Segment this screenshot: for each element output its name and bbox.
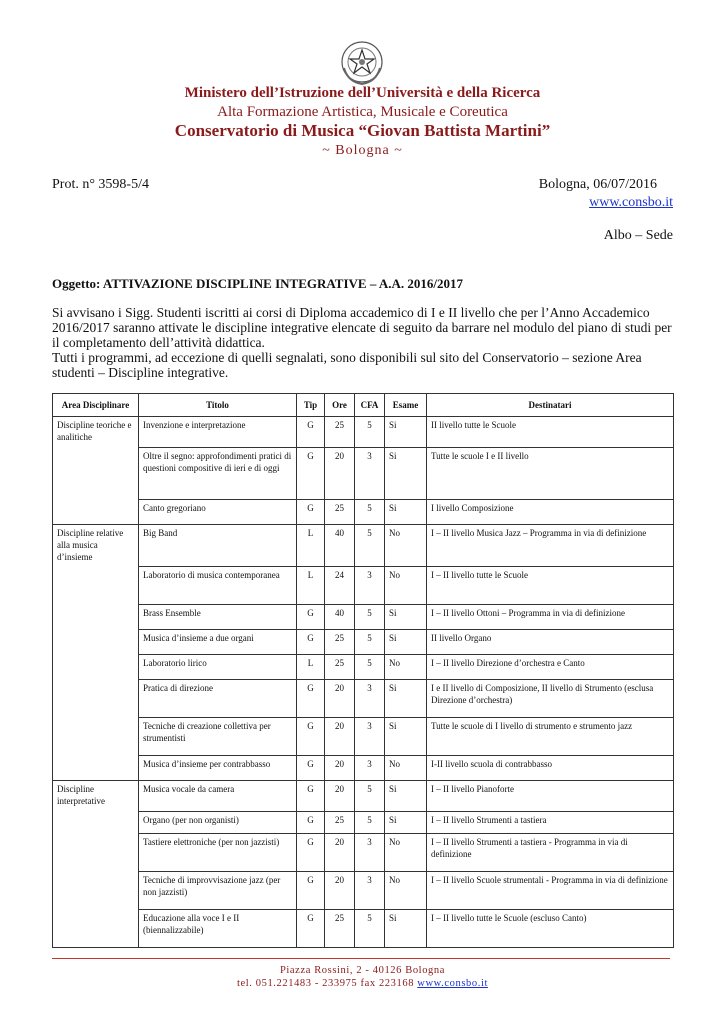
table-row — [53, 447, 674, 499]
esame-cell: No — [385, 756, 427, 781]
footer-phone: tel. 051.221483 - 233975 fax 223168 — [237, 978, 415, 989]
cfa-cell: 5 — [355, 417, 385, 448]
dest-cell: I – II livello Musica Jazz – Programma in via di definizione — [427, 524, 674, 567]
ore-cell: 25 — [325, 630, 355, 655]
header-esame: Esame — [385, 394, 427, 417]
tip-cell: G — [297, 680, 325, 718]
area-cell-end — [53, 909, 139, 947]
dest-cell: Tutte le scuole I e II livello — [427, 447, 674, 499]
esame-cell: No — [385, 655, 427, 680]
table-row — [53, 718, 674, 756]
esame-cell: No — [385, 871, 427, 909]
ore-cell: 25 — [325, 499, 355, 524]
cfa-cell: 3 — [355, 680, 385, 718]
tip-cell: G — [297, 781, 325, 812]
ore-cell: 25 — [325, 655, 355, 680]
title-cell: Invenzione e interpretazione — [139, 417, 297, 448]
dest-cell: I – II livello Strumenti a tastiera — [427, 811, 674, 833]
tip-cell: G — [297, 871, 325, 909]
area-cell-end — [53, 499, 139, 524]
ore-cell: 24 — [325, 567, 355, 605]
institution-heading: Conservatorio di Musica “Giovan Battista Martini” — [174, 121, 551, 140]
cfa-cell: 5 — [355, 630, 385, 655]
esame-cell: Si — [385, 811, 427, 833]
title-cell: Tastiere elettroniche (per non jazzisti) — [139, 833, 297, 871]
ministry-heading: Ministero dell’Istruzione dell’Università e della Ricerca — [184, 85, 541, 101]
tip-cell: G — [297, 811, 325, 833]
ore-cell: 20 — [325, 756, 355, 781]
table-row — [53, 680, 674, 718]
header-ore: Ore — [325, 394, 355, 417]
subject-line: Oggetto: ATTIVAZIONE DISCIPLINE INTEGRATIVE – A.A. 2016/2017 — [52, 276, 464, 291]
ore-cell: 20 — [325, 781, 355, 812]
table-header-row — [53, 394, 674, 417]
cfa-cell: 5 — [355, 499, 385, 524]
recipient: Albo – Sede — [603, 228, 673, 243]
italian-republic-emblem-icon — [336, 38, 388, 90]
ore-cell: 40 — [325, 524, 355, 567]
tip-cell: L — [297, 567, 325, 605]
table-row — [53, 567, 674, 605]
header-area: Area Disciplinare — [53, 394, 139, 417]
table-row — [53, 871, 674, 909]
body-paragraph-1: Si avvisano i Sigg. Studenti iscritti ai corsi di Diploma accademico di I e II livello che per l’Anno Accademico 2016/2017 saranno attivate le discipline integrative elencate di seguito da barrare nel modulo del piano di studi per il completamento dell’attività didattica. — [52, 305, 672, 350]
area-cell-cont — [53, 871, 139, 909]
dest-cell: I e II livello di Composizione, II livello di Strumento (esclusa Direzione d’orchestra) — [427, 680, 674, 718]
esame-cell: No — [385, 567, 427, 605]
area-cell-cont — [53, 605, 139, 630]
ore-cell: 25 — [325, 909, 355, 947]
title-cell: Oltre il segno: approfondimenti pratici di questioni compositive di ieri e di oggi — [139, 447, 297, 499]
cfa-cell: 3 — [355, 447, 385, 499]
cfa-cell: 5 — [355, 655, 385, 680]
area-cell: Discipline teoriche e analitiche — [53, 417, 139, 448]
table-row — [53, 909, 674, 947]
cfa-cell: 5 — [355, 811, 385, 833]
dest-cell: I – II livello Ottoni – Programma in via di definizione — [427, 605, 674, 630]
table-row — [53, 524, 674, 567]
title-cell: Pratica di direzione — [139, 680, 297, 718]
area-cell: Discipline interpretative — [53, 781, 139, 812]
footer-divider — [52, 958, 670, 959]
dest-cell: II livello Organo — [427, 630, 674, 655]
tip-cell: L — [297, 524, 325, 567]
title-cell: Laboratorio lirico — [139, 655, 297, 680]
title-cell: Musica d’insieme a due organi — [139, 630, 297, 655]
body-paragraph-2: Tutti i programmi, ad eccezione di quelli segnalati, sono disponibili sul sito del Conservatorio – sezione Area studenti – Discipline integrative. — [52, 350, 642, 380]
title-cell: Organo (per non organisti) — [139, 811, 297, 833]
header-dest: Destinatari — [427, 394, 674, 417]
tip-cell: G — [297, 417, 325, 448]
area-cell-cont — [53, 655, 139, 680]
header-cfa: CFA — [355, 394, 385, 417]
website-link[interactable]: www.consbo.it — [589, 195, 673, 210]
title-cell: Musica vocale da camera — [139, 781, 297, 812]
esame-cell: Si — [385, 499, 427, 524]
ore-cell: 20 — [325, 718, 355, 756]
table-row — [53, 756, 674, 781]
title-cell: Tecniche di improvvisazione jazz (per non jazzisti) — [139, 871, 297, 909]
tip-cell: G — [297, 909, 325, 947]
table-row — [53, 499, 674, 524]
table-row — [53, 630, 674, 655]
division-heading: Alta Formazione Artistica, Musicale e Coreutica — [217, 104, 508, 120]
area-cell-cont — [53, 680, 139, 718]
dest-cell: I – II livello Pianoforte — [427, 781, 674, 812]
cfa-cell: 5 — [355, 781, 385, 812]
esame-cell: Si — [385, 630, 427, 655]
cfa-cell: 3 — [355, 833, 385, 871]
ore-cell: 20 — [325, 871, 355, 909]
footer-address: Piazza Rossini, 2 - 40126 Bologna — [279, 965, 446, 976]
dest-cell: II livello tutte le Scuole — [427, 417, 674, 448]
cfa-cell: 5 — [355, 605, 385, 630]
tip-cell: G — [297, 499, 325, 524]
area-cell-cont — [53, 811, 139, 833]
cfa-cell: 3 — [355, 871, 385, 909]
header-tip: Tip — [297, 394, 325, 417]
area-cell-cont — [53, 447, 139, 499]
title-cell: Musica d’insieme per contrabbasso — [139, 756, 297, 781]
footer-website-link[interactable]: www.consbo.it — [417, 978, 488, 989]
esame-cell: No — [385, 833, 427, 871]
esame-cell: No — [385, 524, 427, 567]
city-heading: ~ Bologna ~ — [322, 143, 403, 158]
esame-cell: Si — [385, 447, 427, 499]
esame-cell: Si — [385, 718, 427, 756]
table-row — [53, 417, 674, 448]
footer-contacts — [0, 978, 725, 989]
table-row — [53, 655, 674, 680]
dest-cell: I livello Composizione — [427, 499, 674, 524]
ore-cell: 25 — [325, 417, 355, 448]
dest-cell: I – II livello tutte le Scuole — [427, 567, 674, 605]
ore-cell: 20 — [325, 833, 355, 871]
title-cell: Tecniche di creazione collettiva per strumentisti — [139, 718, 297, 756]
area-cell-cont — [53, 718, 139, 756]
ore-cell: 40 — [325, 605, 355, 630]
esame-cell: Si — [385, 417, 427, 448]
area-cell-cont — [53, 833, 139, 871]
disciplines-table — [52, 393, 674, 948]
table-row — [53, 811, 674, 833]
table-row — [53, 833, 674, 871]
table-row — [53, 781, 674, 812]
header-title: Titolo — [139, 394, 297, 417]
tip-cell: G — [297, 447, 325, 499]
cfa-cell: 3 — [355, 567, 385, 605]
tip-cell: G — [297, 718, 325, 756]
table-row — [53, 605, 674, 630]
place-date: Bologna, 06/07/2016 — [538, 177, 657, 192]
dest-cell: I – II livello Direzione d’orchestra e Canto — [427, 655, 674, 680]
esame-cell: Si — [385, 605, 427, 630]
tip-cell: G — [297, 605, 325, 630]
title-cell: Canto gregoriano — [139, 499, 297, 524]
area-cell-cont — [53, 630, 139, 655]
title-cell: Big Band — [139, 524, 297, 567]
cfa-cell: 5 — [355, 909, 385, 947]
ore-cell: 25 — [325, 811, 355, 833]
title-cell: Brass Ensemble — [139, 605, 297, 630]
cfa-cell: 3 — [355, 756, 385, 781]
esame-cell: Si — [385, 909, 427, 947]
dest-cell: I – II livello tutte le Scuole (escluso Canto) — [427, 909, 674, 947]
area-cell: Discipline relative alla musica d’insieme — [53, 524, 139, 567]
esame-cell: Si — [385, 781, 427, 812]
dest-cell: I – II livello Scuole strumentali - Programma in via di definizione — [427, 871, 674, 909]
area-cell-cont — [53, 567, 139, 605]
cfa-cell: 3 — [355, 718, 385, 756]
tip-cell: G — [297, 630, 325, 655]
dest-cell: I – II livello Strumenti a tastiera - Programma in via di definizione — [427, 833, 674, 871]
ore-cell: 20 — [325, 447, 355, 499]
ore-cell: 20 — [325, 680, 355, 718]
tip-cell: G — [297, 756, 325, 781]
dest-cell: Tutte le scuole di I livello di strumento e strumento jazz — [427, 718, 674, 756]
dest-cell: I-II livello scuola di contrabbasso — [427, 756, 674, 781]
title-cell: Laboratorio di musica contemporanea — [139, 567, 297, 605]
cfa-cell: 5 — [355, 524, 385, 567]
area-cell-end — [53, 756, 139, 781]
title-cell: Educazione alla voce I e II (biennalizzabile) — [139, 909, 297, 947]
tip-cell: L — [297, 655, 325, 680]
protocol-number: Prot. n° 3598-5/4 — [52, 177, 149, 192]
tip-cell: G — [297, 833, 325, 871]
esame-cell: Si — [385, 680, 427, 718]
